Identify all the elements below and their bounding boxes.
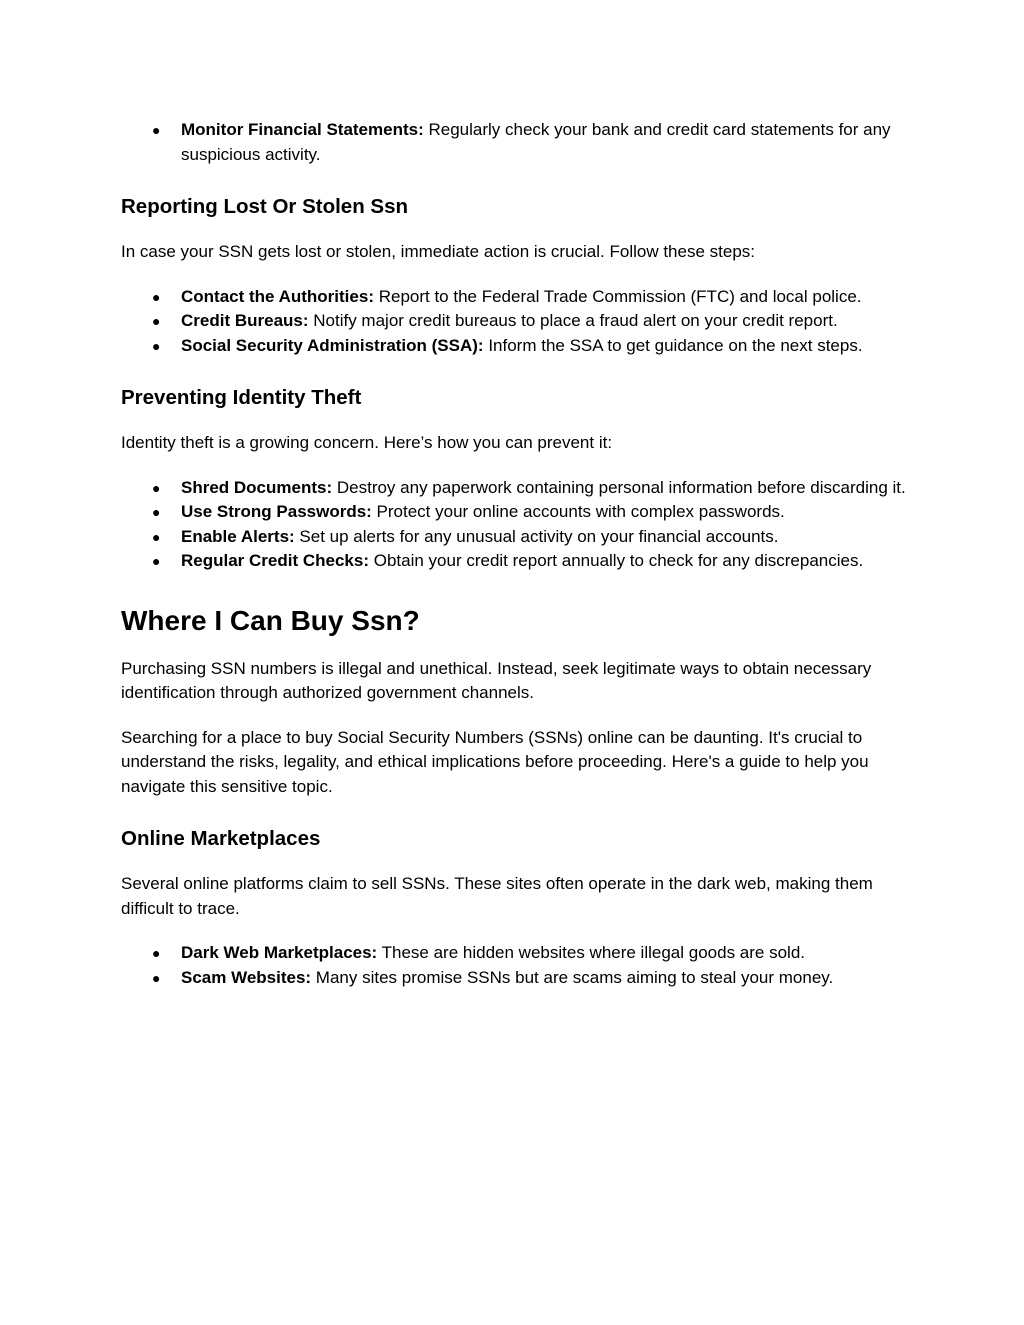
paragraph-online-intro: Several online platforms claim to sell SSNs. These sites often operate in the dark web, making them difficult to trace. bbox=[121, 874, 873, 918]
list-item bbox=[121, 525, 911, 550]
list-item-text: Destroy any paperwork containing personal information before discarding it. bbox=[332, 477, 906, 497]
online-bullet-list bbox=[121, 941, 911, 990]
list-item-text: Notify major credit bureaus to place a fraud alert on your credit report. bbox=[308, 311, 838, 330]
list-item-term: Monitor Financial Statements: bbox=[181, 120, 424, 139]
section-heading-preventing: Preventing Identity Theft bbox=[121, 386, 362, 409]
list-item-text: Obtain your credit report annually to check for any discrepancies. bbox=[369, 551, 864, 570]
list-item bbox=[121, 941, 911, 966]
bullet-icon: ● bbox=[152, 528, 161, 545]
bullet-icon: ● bbox=[152, 945, 161, 961]
list-item bbox=[121, 549, 911, 574]
list-item-text: Regularly check your bank and credit card statements for any suspicious activity. bbox=[181, 120, 891, 164]
list-item-term: Dark Web Marketplaces: bbox=[181, 943, 378, 962]
list-item bbox=[121, 966, 911, 991]
list-item bbox=[121, 118, 911, 167]
bullet-icon: ● bbox=[152, 337, 161, 354]
paragraph-reporting-intro: In case your SSN gets lost or stolen, immediate action is crucial. Follow these steps: bbox=[121, 242, 755, 261]
list-item bbox=[121, 500, 911, 525]
list-item-text: These are hidden websites where illegal goods are sold. bbox=[377, 943, 805, 962]
list-item-term: Regular Credit Checks: bbox=[181, 551, 369, 570]
list-item bbox=[121, 309, 911, 334]
bullet-icon: ● bbox=[152, 313, 161, 329]
list-item-term: Use Strong Passwords: bbox=[181, 502, 372, 521]
paragraph-where-2: Searching for a place to buy Social Security Numbers (SSNs) online can be daunting. It's crucial to understand the risks, legality, and ethical implications before proceeding. Here's a guide to help you navigate this sensitive topic. bbox=[121, 727, 869, 796]
top-bullet-list bbox=[121, 118, 911, 167]
list-item-text: Many sites promise SSNs but are scams aiming to steal your money. bbox=[311, 967, 834, 987]
bullet-icon: ● bbox=[152, 479, 161, 496]
bullet-icon: ● bbox=[152, 553, 161, 569]
section-heading-online: Online Marketplaces bbox=[121, 827, 321, 850]
list-item bbox=[121, 285, 911, 310]
bullet-icon: ● bbox=[152, 969, 161, 986]
list-item-term: Credit Bureaus: bbox=[181, 311, 309, 330]
paragraph-preventing-intro: Identity theft is a growing concern. Here’s how you can prevent it: bbox=[121, 433, 613, 452]
list-item bbox=[121, 334, 911, 359]
paragraph-where-1: Purchasing SSN numbers is illegal and unethical. Instead, seek legitimate ways to obtain necessary identification through authorized government channels. bbox=[121, 658, 872, 702]
list-item-term: Contact the Authorities: bbox=[181, 286, 374, 306]
list-item-text: Set up alerts for any unusual activity on your financial accounts. bbox=[294, 526, 779, 546]
bullet-icon: ● bbox=[152, 288, 161, 305]
reporting-bullet-list bbox=[121, 285, 911, 359]
list-item-term: Enable Alerts: bbox=[181, 526, 295, 546]
list-item-term: Social Security Administration (SSA): bbox=[181, 335, 484, 355]
list-item-term: Shred Documents: bbox=[181, 477, 333, 497]
list-item bbox=[121, 476, 911, 501]
list-item-text: Report to the Federal Trade Commission (FTC) and local police. bbox=[373, 286, 862, 306]
document-page bbox=[121, 118, 911, 990]
section-heading-reporting: Reporting Lost Or Stolen Ssn bbox=[121, 195, 409, 218]
section-heading-where: Where I Can Buy Ssn? bbox=[121, 604, 420, 636]
list-item-text: Protect your online accounts with complex passwords. bbox=[371, 502, 785, 521]
list-item-text: Inform the SSA to get guidance on the next steps. bbox=[483, 335, 863, 355]
list-item-term: Scam Websites: bbox=[181, 967, 312, 987]
bullet-icon: ● bbox=[152, 504, 161, 520]
bullet-icon: ● bbox=[152, 122, 161, 138]
preventing-bullet-list bbox=[121, 476, 911, 574]
